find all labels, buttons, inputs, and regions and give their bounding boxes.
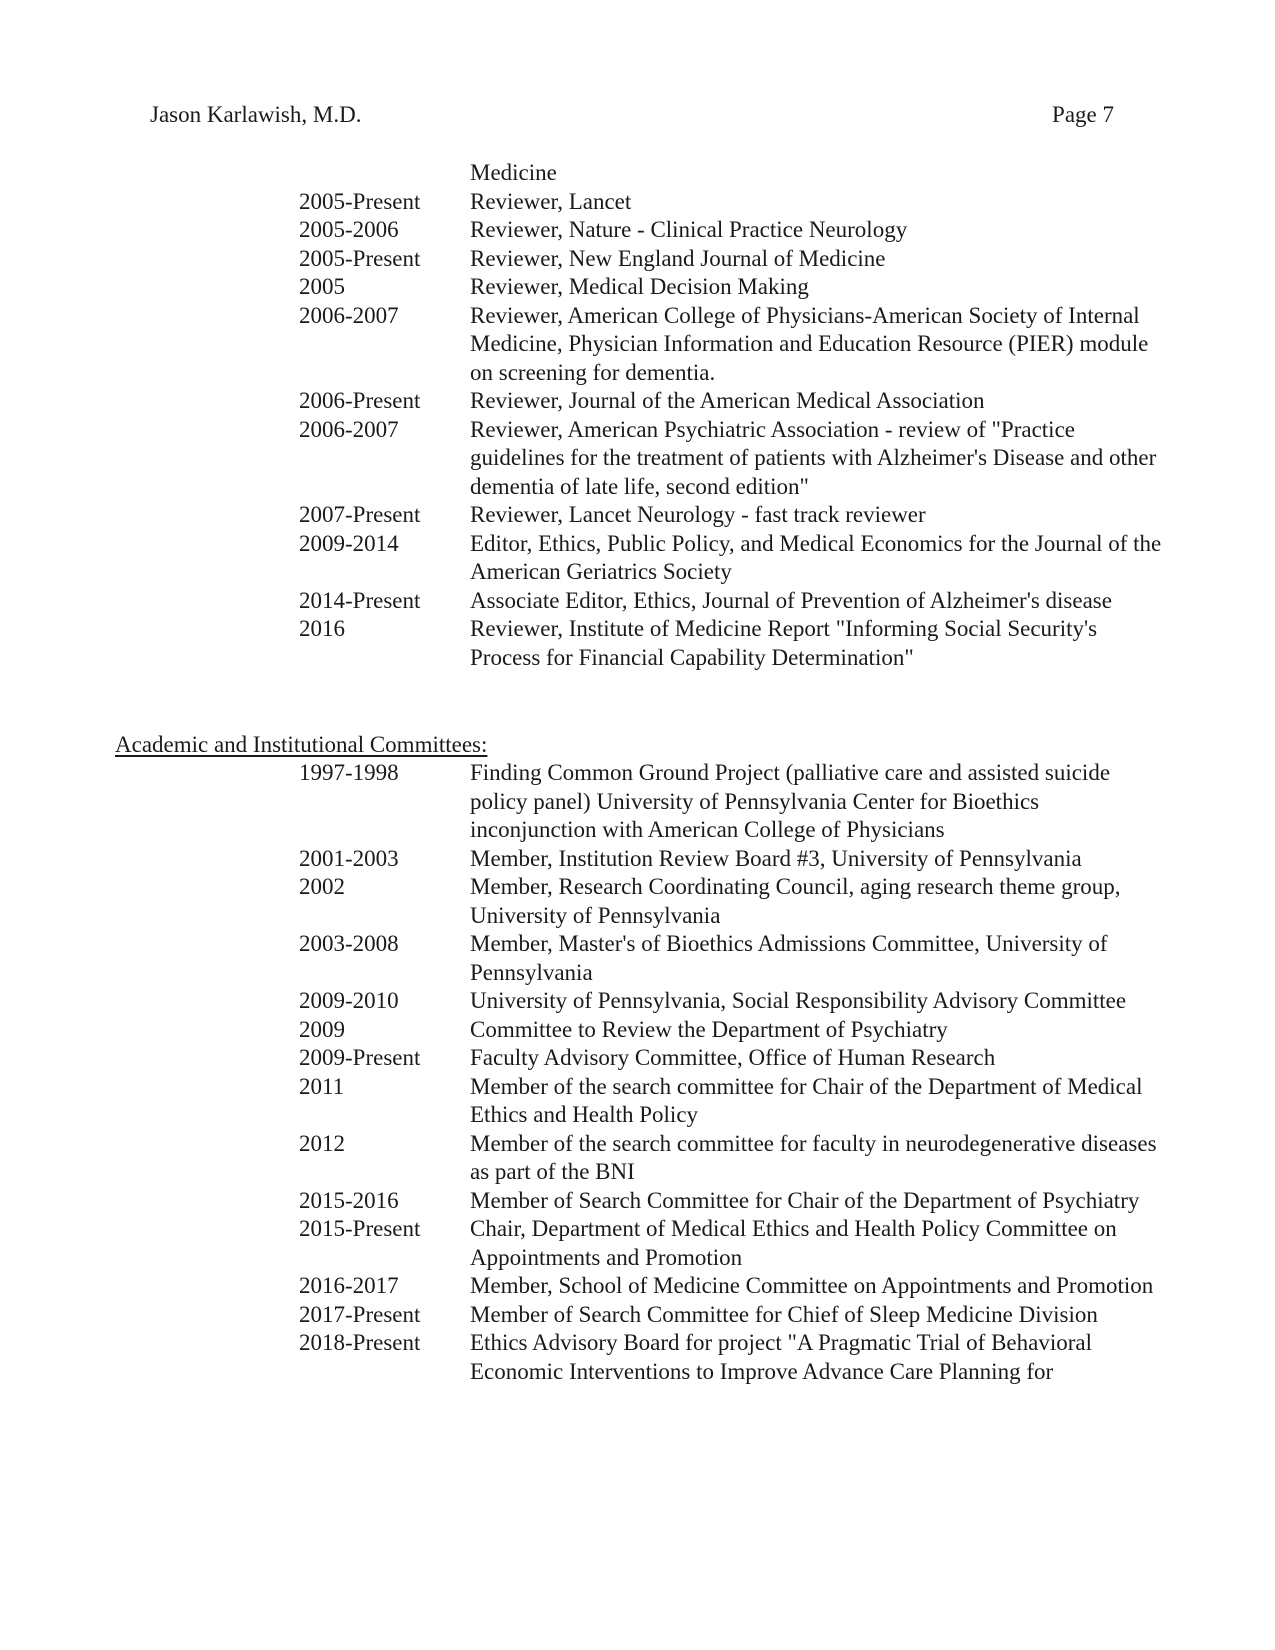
- entry-description: Finding Common Ground Project (palliative care and assisted suicide policy panel) University of Pennsylvania Center for Bioethics inconjunction with American College of Physicians: [470, 760, 1111, 842]
- entry-year: 2016: [299, 616, 345, 641]
- entry-year: 2018-Present: [299, 1330, 421, 1355]
- list-item: [299, 759, 1169, 845]
- entry-year: 2005-Present: [299, 245, 421, 271]
- entry-description: Reviewer, New England Journal of Medicine: [470, 245, 886, 271]
- entry-description: Reviewer, Lancet: [470, 188, 632, 214]
- entry-description: Member of Search Committee for Chair of the Department of Psychiatry: [470, 1187, 1140, 1213]
- list-item: [299, 1016, 1169, 1045]
- list-item: [299, 1044, 1169, 1073]
- list-item: [299, 530, 1169, 587]
- list-item: [299, 1301, 1169, 1330]
- entry-year: 2009-2014: [299, 530, 399, 556]
- entry-year: 2001-2003: [299, 845, 399, 871]
- entry-description: Associate Editor, Ethics, Journal of Prevention of Alzheimer's disease: [470, 587, 1112, 613]
- entry-description: Ethics Advisory Board for project "A Pragmatic Trial of Behavioral Economic Interventions to Improve Advance Care Planning for: [470, 1330, 1092, 1384]
- list-item: [299, 615, 1169, 672]
- entry-description: Member, Institution Review Board #3, University of Pennsylvania: [470, 845, 1082, 871]
- entry-year: 2016-2017: [299, 1273, 399, 1298]
- entry-description: Reviewer, Journal of the American Medical Association: [470, 388, 985, 413]
- list-item: [299, 1187, 1169, 1216]
- list-item: [299, 188, 1169, 217]
- list-item: [299, 1130, 1169, 1187]
- entry-description: Reviewer, Nature - Clinical Practice Neurology: [470, 217, 908, 242]
- list-item: [299, 1215, 1169, 1272]
- section-heading-committees: Academic and Institutional Committees:: [115, 732, 488, 757]
- entry-year: 2009-2010: [299, 988, 399, 1013]
- entry-description: Reviewer, Institute of Medicine Report "Informing Social Security's Process for Financial Capability Determination": [470, 616, 1098, 670]
- entry-description: University of Pennsylvania, Social Responsibility Advisory Committee: [470, 988, 1127, 1013]
- list-item: [299, 930, 1169, 987]
- entry-year: 2005: [299, 274, 345, 299]
- page-header: [150, 100, 1114, 130]
- list-item: [299, 387, 1169, 416]
- entry-description: Medicine: [470, 160, 557, 185]
- entry-year: 2005-2006: [299, 217, 399, 242]
- entry-description: Member, Master's of Bioethics Admissions Committee, University of Pennsylvania: [470, 931, 1108, 985]
- list-item: [299, 845, 1169, 874]
- reviewer-list: [299, 159, 1169, 672]
- entry-year: 2012: [299, 1130, 345, 1156]
- entry-year: 2002: [299, 874, 345, 899]
- entry-description: Reviewer, American College of Physicians-American Society of Internal Medicine, Physician Information and Education Resource (PIER) module on screening for dementia.: [470, 302, 1149, 385]
- entry-year: 2005-Present: [299, 188, 421, 214]
- list-item: [299, 873, 1169, 930]
- entry-year: 2015-2016: [299, 1187, 399, 1213]
- entry-year: 2017-Present: [299, 1301, 421, 1327]
- list-item: [299, 1073, 1169, 1130]
- entry-description: Editor, Ethics, Public Policy, and Medical Economics for the Journal of the American Geriatrics Society: [470, 530, 1162, 584]
- entry-year: 2015-Present: [299, 1216, 421, 1241]
- entry-description: Member of the search committee for faculty in neurodegenerative diseases as part of the BNI: [470, 1130, 1157, 1184]
- entry-description: Member of the search committee for Chair of the Department of Medical Ethics and Health Policy: [470, 1073, 1143, 1127]
- list-item: [299, 416, 1169, 502]
- entry-description: Reviewer, Lancet Neurology - fast track reviewer: [470, 502, 926, 527]
- entry-year: 2014-Present: [299, 587, 421, 613]
- entry-description: Member, Research Coordinating Council, aging research theme group, University of Pennsylvania: [470, 874, 1121, 928]
- list-item: [299, 245, 1169, 274]
- list-item: [299, 1329, 1169, 1386]
- entry-year: 2007-Present: [299, 502, 421, 527]
- author-name: Jason Karlawish, M.D.: [150, 102, 362, 127]
- entry-year: 2009-Present: [299, 1045, 421, 1070]
- committees-list: [299, 759, 1169, 1386]
- entry-year: 2006-2007: [299, 416, 399, 442]
- entry-year: 2009: [299, 1016, 345, 1042]
- entry-description: Reviewer, American Psychiatric Association - review of "Practice guidelines for the treatment of patients with Alzheimer's Disease and other dementia of late life, second edition": [470, 416, 1157, 499]
- entry-description: Member, School of Medicine Committee on Appointments and Promotion: [470, 1273, 1154, 1298]
- entry-description: Reviewer, Medical Decision Making: [470, 274, 809, 299]
- entry-year: 2006-2007: [299, 302, 399, 328]
- list-item: [299, 216, 1169, 245]
- list-item: [299, 1272, 1169, 1301]
- list-item: [299, 501, 1169, 530]
- entry-year: 2003-2008: [299, 931, 399, 956]
- list-item: [299, 987, 1169, 1016]
- list-item: [299, 159, 1169, 188]
- entry-year: 2011: [299, 1073, 345, 1099]
- list-item: [299, 587, 1169, 616]
- entry-year: [299, 159, 470, 188]
- entry-year: 2006-Present: [299, 388, 421, 413]
- entry-description: Member of Search Committee for Chief of Sleep Medicine Division: [470, 1301, 1098, 1327]
- entry-year: 1997-1998: [299, 760, 399, 785]
- list-item: [299, 273, 1169, 302]
- page-number: Page 7: [1052, 102, 1114, 127]
- entry-description: Chair, Department of Medical Ethics and Health Policy Committee on Appointments and Promotion: [470, 1216, 1117, 1270]
- list-item: [299, 302, 1169, 388]
- entry-description: Faculty Advisory Committee, Office of Human Research: [470, 1045, 996, 1070]
- entry-description: Committee to Review the Department of Psychiatry: [470, 1016, 948, 1042]
